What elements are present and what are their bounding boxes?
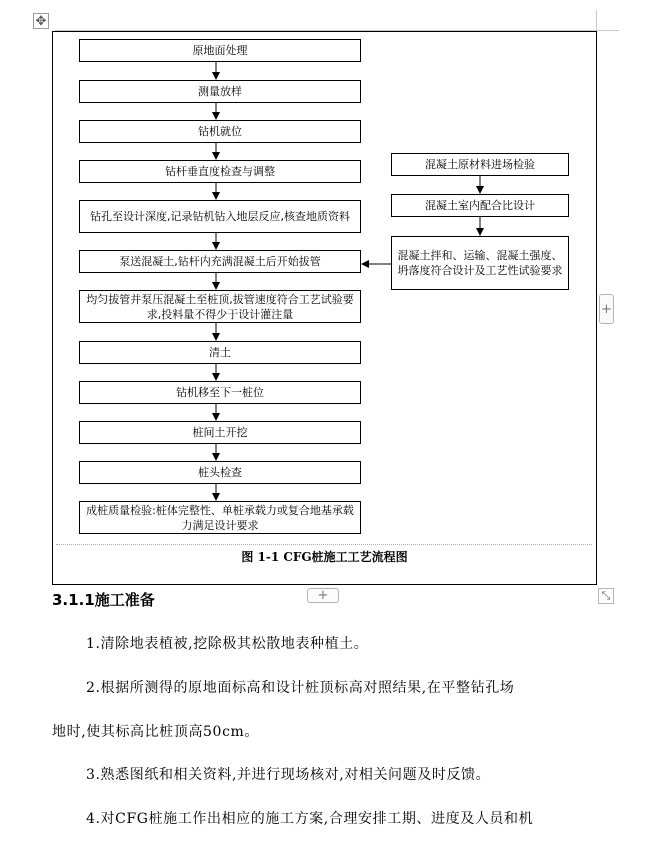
step-label: 泵送混凝土,钻杆内充满混凝土后开始拔管 [119,255,321,268]
section-heading: 3.1.1施工准备 [52,591,155,609]
step-label: 桩头检查 [198,466,242,479]
side-label: 混凝土原材料进场检验 [425,158,535,171]
add-row-button[interactable]: + [307,588,339,603]
step-label: 清土 [209,346,231,359]
paragraph-3: 3.熟悉图纸和相关资料,并进行现场核对,对相关问题及时反馈。 [86,767,491,783]
figure-caption: 图 1-1 CFG桩施工工艺流程图 [241,550,408,564]
step-label: 成桩质量检验:桩体完整性、单桩承载力或复合地基承载力满足设计要求 [86,503,354,532]
paragraph-2-cont: 地时,使其标高比桩顶高50cm。 [52,724,259,740]
step-label: 钻孔至设计深度,记录钻机钻入地层反应,核查地质资料 [90,210,350,223]
resize-diagonal-icon[interactable]: ⤡ [598,588,614,604]
side-label: 混凝土拌和、运输、混凝土强度、坍落度符合设计及工艺性试验要求 [397,249,563,277]
step-label: 测量放样 [198,85,242,98]
table-move-handle-icon[interactable]: ✥ [33,13,49,29]
step-label: 均匀拔管并泵压混凝土至桩顶,拔管速度符合工艺试验要求,投料量不得少于设计灌注量 [86,292,354,321]
add-column-button[interactable]: + [599,294,614,324]
step-label: 桩间土开挖 [192,426,248,439]
step-label: 钻机就位 [198,125,242,138]
paragraph-1: 1.清除地表植被,挖除极其松散地表种植土。 [86,636,369,652]
step-label: 原地面处理 [192,44,248,57]
step-label: 钻杆垂直度检查与调整 [165,165,275,178]
paragraph-2: 2.根据所测得的原地面标高和设计桩顶标高对照结果,在平整钻孔场 [86,680,515,696]
side-label: 混凝土室内配合比设计 [425,199,535,212]
step-label: 钻机移至下一桩位 [176,386,264,399]
caption-divider [56,544,592,545]
paragraph-4: 4.对CFG桩施工作出相应的施工方案,合理安排工期、进度及人员和机 [86,811,534,827]
